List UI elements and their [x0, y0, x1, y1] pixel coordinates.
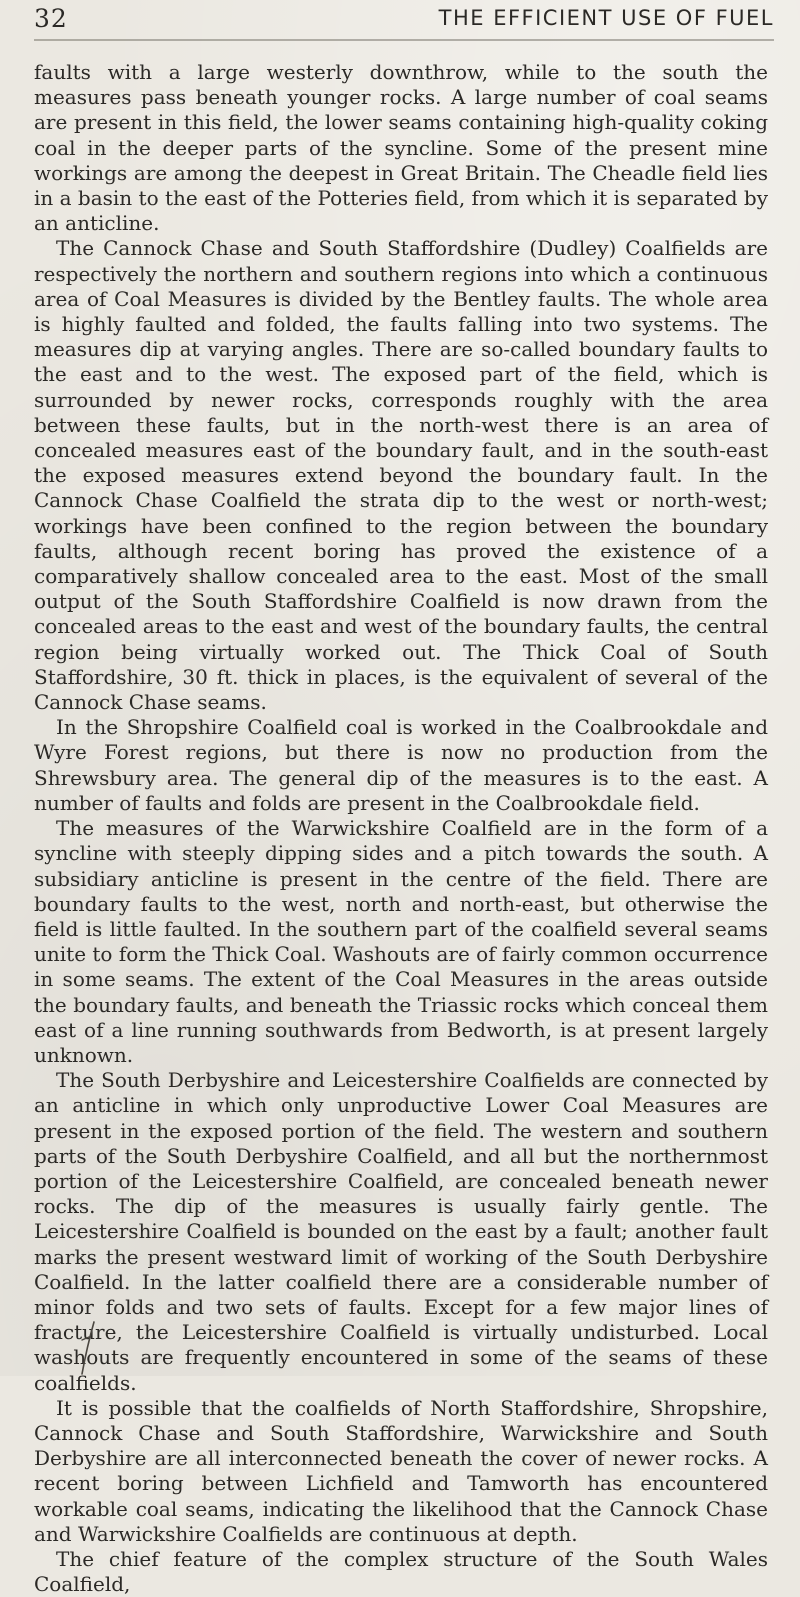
paragraph-1: faults with a large westerly downthrow, while to the south the measures pass beneath younger rocks. A large number of coal seams are present in this field, the lower seams containing high-quality coking coal in the deeper parts of the syncline. Some of the present mine workings are among the deepest in Great Britain. The Cheadle field lies in a basin to the east of the Potteries field, from which it is separated by an anticline. — [34, 60, 768, 236]
paragraph-6: It is possible that the coalfields of North Staffordshire, Shropshire, Cannock Chase and South Staffordshire, Warwickshire and South Derbyshire are all interconnected beneath the cover of newer rocks. A recent boring between Lichfield and Tamworth has encountered workable coal seams, indicating the likelihood that the Cannock Chase and Warwickshire Coalfields are continuous at depth. — [34, 1395, 768, 1546]
paragraph-4: The measures of the Warwickshire Coalfield are in the form of a syncline with steeply dipping sides and a pitch towards the south. A subsidiary anticline is present in the centre of the field. There are boundary faults to the west, north and north-east, but otherwise the field is little faulted. In the southern part of the coalfield several seams unite to form the Thick Coal. Washouts are of fairly common occurrence in some seams. The extent of the Coal Measures in the areas outside the boundary faults, and beneath the Triassic rocks which conceal them east of a line running southwards from Bedworth, is at present largely unknown. — [34, 816, 768, 1067]
page-header — [34, 4, 774, 34]
paragraph-7: The chief feature of the complex structure of the South Wales Coalfield, — [34, 1546, 768, 1597]
body-text — [34, 60, 768, 1597]
running-head: THE EFFICIENT USE OF FUEL — [438, 6, 774, 30]
paragraph-5: The South Derbyshire and Leicestershire Coalfields are connected by an anticline in which only unproductive Lower Coal Measures are present in the exposed portion of the field. The western and southern parts of the South Derbyshire Coalfield, and all but the northernmost portion of the Leicestershire Coalfield, are concealed beneath newer rocks. The dip of the measures is usually fairly gentle. The Leicestershire Coalfield is bounded on the east by a fault; another fault marks the present westward limit of working of the South Derbyshire Coalfield. In the latter coalfield there are a considerable number of minor folds and two sets of faults. Except for a few major lines of fracture, the Leicestershire Coalfield is virtually undisturbed. Local washouts are frequently encountered in some of the seams of these coalfields. — [34, 1068, 768, 1395]
header-rule — [34, 39, 774, 41]
paragraph-3: In the Shropshire Coalfield coal is worked in the Coalbrookdale and Wyre Forest regions, but there is now no production from the Shrewsbury area. The general dip of the measures is to the east. A number of faults and folds are present in the Coalbrookdale field. — [34, 715, 768, 815]
paragraph-2: The Cannock Chase and South Staffordshire (Dudley) Coalfields are respectively the northern and southern regions into which a continuous area of Coal Measures is divided by the Bentley faults. The whole area is highly faulted and folded, the faults falling into two systems. The measures dip at varying angles. There are so-called boundary faults to the east and to the west. The exposed part of the field, which is surrounded by newer rocks, corresponds roughly with the area between these faults, but in the north-west there is an area of concealed measures east of the boundary fault, and in the south-east the exposed measures extend beyond the boundary fault. In the Cannock Chase Coalfield the strata dip to the west or north-west; workings have been confined to the region between the boundary faults, although recent boring has proved the existence of a comparatively shallow concealed area to the east. Most of the small output of the South Staffordshire Coalfield is now drawn from the concealed areas to the east and west of the boundary faults, the central region being virtually worked out. The Thick Coal of South Staffordshire, 30 ft. thick in places, is the equivalent of several of the Cannock Chase seams. — [34, 236, 768, 715]
page-number: 32 — [34, 4, 68, 33]
pencil-mark-icon — [78, 1320, 98, 1376]
